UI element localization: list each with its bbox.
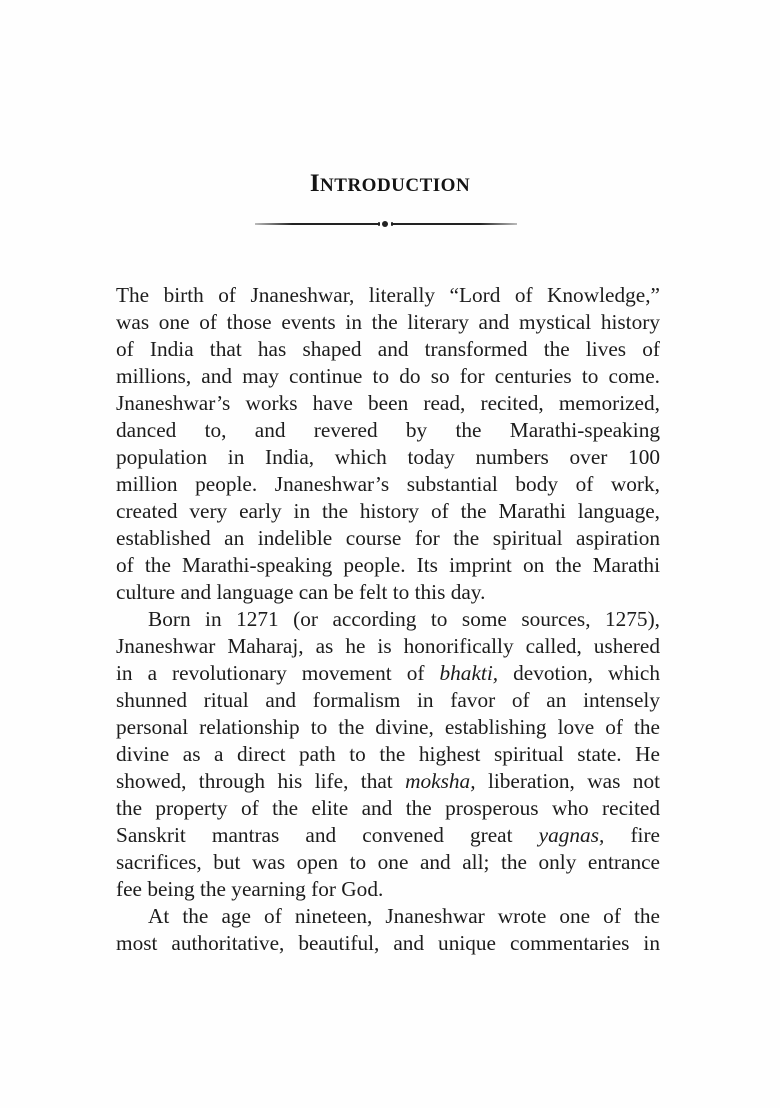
chapter-title <box>0 170 780 198</box>
body-text <box>116 282 660 957</box>
text-line: million people. Jnaneshwar’s substantial body of work, <box>116 472 660 496</box>
text-line: was one of those events in the literary and mystical history <box>116 310 660 334</box>
text-segment: fire <box>630 823 660 847</box>
title-rest: NTRODUCTION <box>320 175 471 196</box>
text-line: culture and language can be felt to this day. <box>116 580 486 604</box>
text-segment: devotion, which <box>513 661 661 685</box>
paragraph-2 <box>116 606 660 903</box>
rule-left <box>255 223 379 225</box>
text-line: of the Marathi-speaking people. Its imprint on the Marathi <box>116 553 660 577</box>
text-line: most authoritative, beautiful, and unique commentaries in <box>116 931 660 955</box>
text-line: created very early in the history of the Marathi language, <box>116 499 660 523</box>
text-line: fee being the yearning for God. <box>116 877 384 901</box>
title-initial: I <box>309 170 321 197</box>
rule-tick-left <box>378 222 380 226</box>
text-line: Jnaneshwar Maharaj, as he is honorifically called, ushered <box>116 634 660 658</box>
italic-term: bhakti, <box>439 661 499 685</box>
text-line: personal relationship to the divine, establishing love of the <box>116 715 660 739</box>
italic-term: moksha, <box>405 769 476 793</box>
text-line: danced to, and revered by the Marathi-speaking <box>116 418 660 442</box>
text-segment: in a revolutionary movement of <box>116 661 425 685</box>
text-segment: Sanskrit mantras and convened great <box>116 823 513 847</box>
rule-right <box>393 223 517 225</box>
text-line <box>116 822 660 849</box>
text-line: Jnaneshwar’s works have been read, recited, memorized, <box>116 391 660 415</box>
text-line <box>116 660 660 687</box>
text-line: established an indelible course for the spiritual aspiration <box>116 526 660 550</box>
text-segment: showed, through his life, that <box>116 769 393 793</box>
text-line: millions, and may continue to do so for centuries to come. <box>116 364 660 388</box>
text-line: divine as a direct path to the highest spiritual state. He <box>116 742 660 766</box>
italic-term: yagnas, <box>538 823 605 847</box>
text-line <box>116 768 660 795</box>
text-line: of India that has shaped and transformed the lives of <box>116 337 660 361</box>
text-line: At the age of nineteen, Jnaneshwar wrote one of the <box>148 904 660 928</box>
rule-center-dot <box>382 221 388 227</box>
decorative-rule-icon <box>255 221 517 227</box>
text-segment: liberation, was not <box>487 769 661 793</box>
paragraph-1 <box>116 282 660 606</box>
text-line: the property of the elite and the prosperous who recited <box>116 796 660 820</box>
text-line: population in India, which today numbers over 100 <box>116 445 660 469</box>
text-line: sacrifices, but was open to one and all; the only entrance <box>116 850 660 874</box>
text-line: The birth of Jnaneshwar, literally “Lord of Knowledge,” <box>116 283 660 307</box>
text-line: shunned ritual and formalism in favor of an intensely <box>116 688 660 712</box>
text-line: Born in 1271 (or according to some sources, 1275), <box>148 607 660 631</box>
paragraph-3 <box>116 903 660 957</box>
